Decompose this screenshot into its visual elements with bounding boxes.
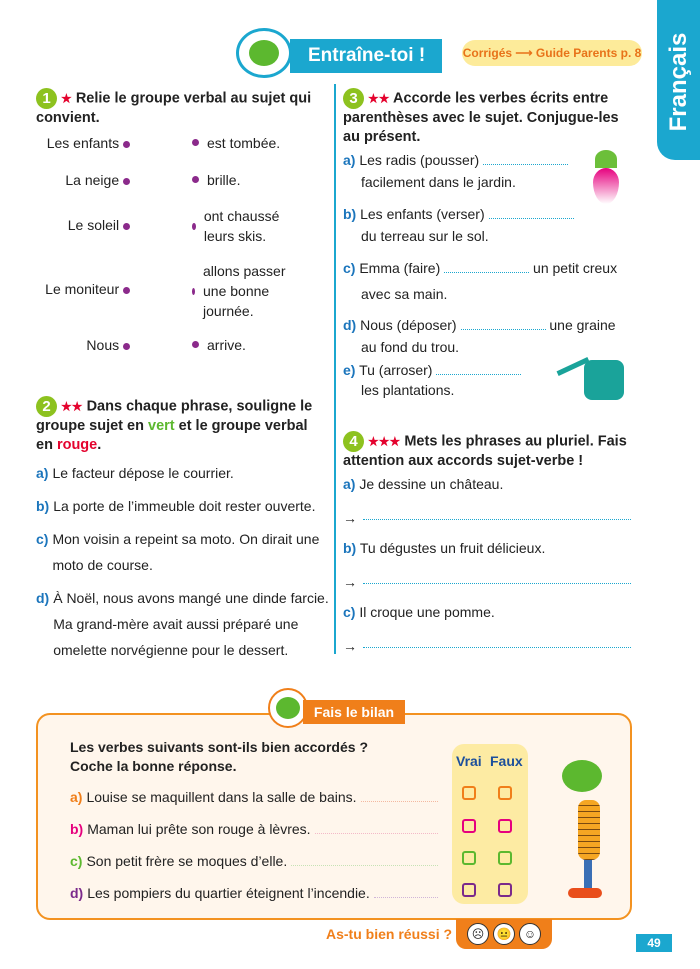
- mascot-icon: [236, 28, 292, 78]
- mascot-icon: [268, 688, 308, 728]
- review-tag: Fais le bilan: [303, 700, 405, 724]
- verb-2[interactable]: brille.: [192, 170, 240, 190]
- answer-field[interactable]: [461, 318, 546, 330]
- answer-field[interactable]: [363, 572, 631, 584]
- exercise-1-title: 1 ★ Relie le groupe verbal au sujet qui convient.: [36, 90, 312, 126]
- item-d: d) À Noël, nous avons mangé une dinde farcie. Ma grand-mère avait aussi préparé une omelette norvégienne pour le dessert.: [36, 590, 329, 658]
- exercise-2-items: [36, 460, 331, 663]
- item-c: c) Mon voisin a repeint sa moto. On dirait une moto de course.: [36, 531, 320, 573]
- subject-4[interactable]: Le moniteur: [45, 279, 130, 299]
- exercise-2-title: 2 ★★ Dans chaque phrase, souligne le groupe sujet en vert et le groupe verbal en rouge.: [36, 398, 313, 453]
- happy-face-icon[interactable]: ☺: [519, 923, 541, 945]
- subject-5[interactable]: Nous: [86, 335, 130, 355]
- neutral-face-icon[interactable]: 😐: [493, 923, 515, 945]
- item-b: b) La porte de l’immeuble doit rester ouverte.: [36, 498, 316, 514]
- vrai-checkbox-a[interactable]: [462, 786, 476, 800]
- answer-field[interactable]: [363, 636, 631, 648]
- verb-4[interactable]: allons passer une bonne journée.: [192, 261, 292, 321]
- answer-field[interactable]: [444, 261, 529, 273]
- faux-checkbox-c[interactable]: [498, 851, 512, 865]
- faux-checkbox-d[interactable]: [498, 883, 512, 897]
- verb-1[interactable]: est tombée.: [192, 133, 280, 153]
- answer-field[interactable]: [436, 363, 521, 375]
- self-assessment-label: As-tu bien réussi ?: [326, 926, 453, 942]
- vrai-checkbox-c[interactable]: [462, 851, 476, 865]
- subject-tab: Français: [657, 0, 700, 160]
- answer-field[interactable]: [483, 153, 568, 165]
- true-false-column: Vrai Faux: [452, 744, 528, 904]
- faux-checkbox-b[interactable]: [498, 819, 512, 833]
- subject-2[interactable]: La neige: [65, 170, 130, 190]
- self-assessment-faces: [456, 919, 552, 949]
- verb-3[interactable]: ont chaussé leurs skis.: [192, 206, 282, 246]
- frog-character-illustration: [558, 740, 618, 910]
- column-divider: [334, 84, 336, 654]
- verb-5[interactable]: arrive.: [192, 335, 246, 355]
- review-question: Les verbes suivants sont-ils bien accordés ? Coche la bonne réponse.: [70, 739, 368, 774]
- faux-checkbox-a[interactable]: [498, 786, 512, 800]
- section-banner: Entraîne-toi !: [290, 39, 442, 73]
- vrai-checkbox-d[interactable]: [462, 883, 476, 897]
- item-a: a) Le facteur dépose le courrier.: [36, 465, 234, 481]
- radish-illustration: [588, 150, 624, 220]
- watering-can-illustration: [556, 350, 636, 402]
- exercise-3-title: 3 ★★ Accorde les verbes écrits entre parenthèses avec le sujet. Conjugue-les au présent.: [343, 90, 619, 145]
- vrai-checkbox-b[interactable]: [462, 819, 476, 833]
- subject-3[interactable]: Le soleil: [68, 215, 130, 235]
- answer-field[interactable]: [363, 508, 631, 520]
- subject-1[interactable]: Les enfants: [47, 133, 130, 153]
- exercise-4-title: 4 ★★★ Mets les phrases au pluriel. Fais attention aux accords sujet-verbe !: [343, 433, 627, 469]
- answer-field[interactable]: [489, 207, 574, 219]
- page-number: 49: [636, 934, 672, 952]
- sad-face-icon[interactable]: ☹: [467, 923, 489, 945]
- answers-reference: Corrigés ⟶ Guide Parents p. 8: [462, 40, 642, 66]
